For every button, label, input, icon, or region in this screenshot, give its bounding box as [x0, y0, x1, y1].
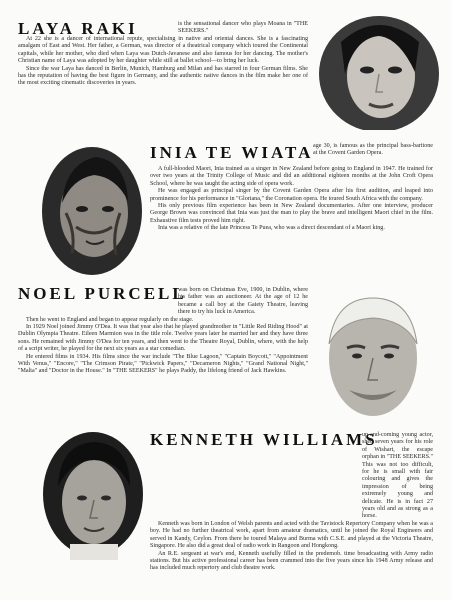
- kenneth-williams-bio-p1: Kenneth was born in London of Welsh parents and acted with the Tavistock Repertory Company when he was a boy. He had no further theatrical work, apart from amateur dramatics, until he joined the Royal Engineers and served in Kandy, Ceylon. From there he toured Malaya and Burma with C.S.E. and played at the Victoria Theatre, Singapore. He also did a great deal of radio work in Rangoon and Hongkong.: [150, 520, 433, 550]
- noel-purcell-bio-p2: In 1929 Noel joined Jimmy O'Dea. It was that year also that he played grandmother in "Little Red Riding Hood" at Dublin Olympia Theatre. Eileen Marmion was in the title role. Twelve years later he married her and they have three sons. He remained with Jimmy O'Dea for ten years, and then went to the Theatre Royal, Dublin, where, with the help of a script writer, he played for the next six years as a star comedian.: [18, 324, 308, 353]
- inia-te-wiata-heading: INIA TE WIATA: [150, 143, 314, 162]
- kenneth-williams-heading: KENNETH WILLIAMS: [150, 430, 378, 449]
- kenneth-williams-portrait-image: [40, 430, 146, 560]
- inia-te-wiata-bio: [150, 166, 433, 233]
- kenneth-williams-bio: [150, 432, 433, 573]
- inia-te-wiata-portrait-image: [36, 143, 144, 277]
- laya-raki-bio-p2: Since the war Laya has danced in Berlin, Munich, Hamburg and Milan and has starred in four German films. She has the reputation of having the best figure in Germany, and the authentic native dances in the film make her one of the most exciting cinematic discoveries in years.: [18, 65, 308, 87]
- noel-purcell-bio-p3: He entered films in 1934. His films since the war include "The Blue Lagoon," "Captain Boycott," "Appointment With Venus," "Encore," "The Crimson Pirate," "Pickwick Papers," "Decameron Nights," "Grand National Night," "Malta" and "Doctor in the House." In "THE SEEKERS" he plays Paddy, the lifelong friend of Jack Hawkins.: [18, 353, 308, 375]
- inia-te-wiata-bio-p2: He was engaged as principal singer by the Covent Garden Opera after his first audition, and leaped into prominence for his performance in "Gloriana," the Coronation opera. He toured South Africa with the company.: [150, 188, 433, 202]
- laya-raki-portrait-image: [315, 12, 443, 130]
- noel-purcell-portrait: [313, 292, 433, 424]
- noel-purcell-portrait-image: [313, 292, 433, 424]
- noel-purcell-heading: NOEL PURCELL: [18, 284, 187, 303]
- inia-te-wiata-bio-p1: A full-blooded Maori, Inia trained as a singer in New Zealand before going to England in 1947. He trained for over two years at the Trinity College of Music and did an additional eighteen months at the John Croft Opera School, where he was taught the acting side of opera work.: [150, 166, 433, 187]
- noel-purcell-lead-text: was born on Christmas Eve, 1900, in Dublin, where his father was an auctioneer. At the age of 12 he became a call boy at the Gaiety Theatre, leaving there to try his luck in America.: [178, 287, 308, 316]
- laya-raki-lead-text: is the sensational dancer who plays Moana in "THE SEEKERS.": [178, 21, 308, 35]
- inia-te-wiata-bio-p3: His only previous film experience has been in New Zealand documentaries. After one interview, producer George Brown was convinced that Inia was just the man to play the brave and intelligent Maori chief in the film. Exhaustive film tests proved him right.: [150, 203, 433, 224]
- inia-te-wiata-bio-p4: Inia was a relative of the late Princess Te Puea, who was a direct descendant of a Maori king.: [158, 225, 385, 232]
- noel-purcell-bio: [18, 287, 308, 376]
- inia-te-wiata-lead-text: age 30, is famous as the principal bass-baritone at the Covent Garden Opera.: [313, 143, 433, 157]
- laya-raki-heading: LAYA RAKI: [18, 19, 138, 38]
- noel-purcell-bio-p1: Then he went to England and began to appear regularly on the stage.: [26, 316, 194, 323]
- laya-raki-bio-p1: At 22 she is a dancer of international repute, specialising in native and oriental dances. She is a fascinating amalgam of East and West. Her father, a German, was director of a theatrical company which toured the Continental capitals, while her mother, who died when Laya was Dutch-Javanese and also famous for her dancing. The mother's Christian name of Laya was adopted by her daughter while still at ballet school—to bring her luck.: [18, 36, 308, 65]
- laya-raki-portrait: [315, 12, 443, 130]
- kenneth-williams-bio-p2: An R.E. sergeant at war's end, Kenneth usefully filled in the predemob. time broadcasting with Army radio stations. But his active professional career has been crammed into the five years since his 1948 Army release and has included much repertory and club theatre work.: [150, 550, 433, 572]
- laya-raki-lead: [178, 21, 308, 36]
- laya-raki-bio: [18, 36, 308, 88]
- kenneth-williams-lead-text: up-and-coming young actor, shed seven years for his role of Wishart, the escape orphan in "THE SEEKERS." This was not too difficult, for he is small with fair colouring and gives the impression of being extremely young and delicate. He is in fact 27 years old and as strong as a horse.: [362, 432, 433, 520]
- kenneth-williams-portrait: [40, 430, 146, 560]
- inia-te-wiata-lead: [313, 143, 433, 158]
- inia-te-wiata-portrait: [36, 143, 144, 277]
